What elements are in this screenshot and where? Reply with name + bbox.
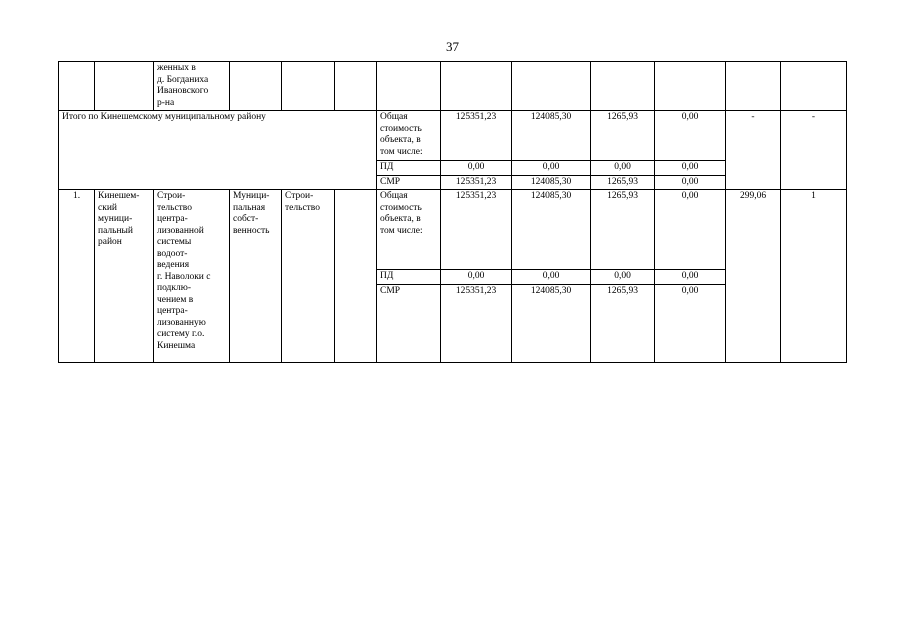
item-number: 1. (59, 190, 95, 363)
smr-value: 124085,30 (512, 284, 591, 362)
total-value: 124085,30 (512, 190, 591, 270)
pd-value: 0,00 (512, 161, 591, 176)
smr-value: 0,00 (655, 284, 726, 362)
cell-empty (441, 62, 512, 111)
cell-empty (335, 62, 377, 111)
pd-value: 0,00 (591, 161, 655, 176)
pd-value: 0,00 (591, 270, 655, 285)
smr-value: 124085,30 (512, 175, 591, 190)
pd-value: 0,00 (441, 161, 512, 176)
pd-label: ПД (377, 270, 441, 285)
financing-table (58, 61, 847, 363)
total-value: 1265,93 (591, 111, 655, 161)
district-total-row (59, 111, 847, 161)
cost-label: Общая стоимость объекта, в том числе: (377, 111, 441, 161)
district-name: Кинешем- ский муници- пальный район (95, 190, 154, 363)
work-type: Строи- тельство (282, 190, 335, 363)
smr-value: 125351,23 (441, 175, 512, 190)
pd-value: 0,00 (441, 270, 512, 285)
capacity-value: 299,06 (726, 190, 781, 363)
district-total-label: Итого по Кинешемскому муниципальному району (59, 111, 377, 190)
cell-empty (726, 62, 781, 111)
count-value: 1 (781, 190, 847, 363)
pd-label: ПД (377, 161, 441, 176)
cell-empty (282, 62, 335, 111)
pd-value: 0,00 (512, 270, 591, 285)
carry-over-row (59, 62, 847, 111)
cell-empty (230, 62, 282, 111)
item-row (59, 190, 847, 270)
smr-value: 1265,93 (591, 175, 655, 190)
total-value: 1265,93 (591, 190, 655, 270)
cell-empty (59, 62, 95, 111)
cell-empty (377, 62, 441, 111)
page-number: 37 (446, 39, 459, 54)
cell-empty (781, 62, 847, 111)
cell-empty (591, 62, 655, 111)
cell-empty (512, 62, 591, 111)
object-name: Строи- тельство центра- лизованной системы водоот- ведения г. Наволоки с подклю- чением в центра- лизованную систему г.о. Кинешма (154, 190, 230, 363)
ownership-form: Муници- пальная собст- венность (230, 190, 282, 363)
cell-empty (95, 62, 154, 111)
total-value: 125351,23 (441, 111, 512, 161)
smr-value: 125351,23 (441, 284, 512, 362)
cost-label: Общая стоимость объекта, в том числе: (377, 190, 441, 270)
total-value: 0,00 (655, 111, 726, 161)
pd-value: 0,00 (655, 161, 726, 176)
dash-value: - (726, 111, 781, 190)
smr-label: СМР (377, 175, 441, 190)
total-value: 124085,30 (512, 111, 591, 161)
cell-empty (335, 190, 377, 363)
total-value: 0,00 (655, 190, 726, 270)
object-name-fragment: женных в д. Богданиха Ивановского р-на (154, 62, 230, 111)
smr-value: 0,00 (655, 175, 726, 190)
smr-value: 1265,93 (591, 284, 655, 362)
pd-value: 0,00 (655, 270, 726, 285)
total-value: 125351,23 (441, 190, 512, 270)
dash-value: - (781, 111, 847, 190)
cell-empty (655, 62, 726, 111)
smr-label: СМР (377, 284, 441, 362)
